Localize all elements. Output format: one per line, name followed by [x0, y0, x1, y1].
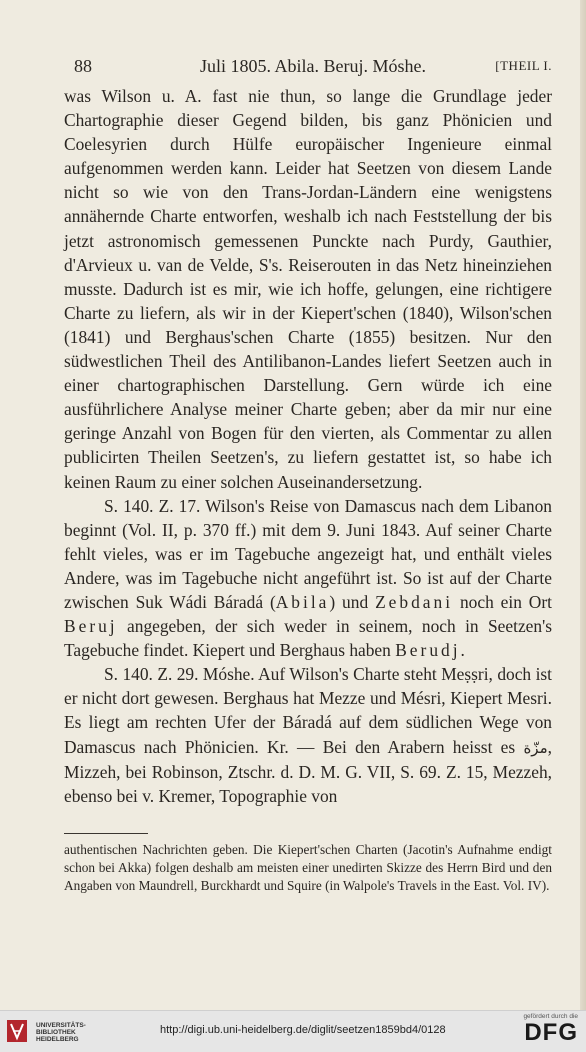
paragraph-2-text-d: angegeben, der sich weder in seinem, noch in Seetzen's Tagebuche findet. Kiepert und Berghaus haben — [64, 616, 552, 661]
library-name-line-2: BIBLIOTHEK — [36, 1029, 76, 1036]
footnote-rule — [64, 833, 148, 834]
paragraph-3-text-a: S. 140. Z. 29. Móshe. Auf Wilson's Charte steht Meṣṣri, doch ist er nicht dort gewesen. Berghaus hat Mezze und Mésri, Kiepert Mesri. Es liegt am rechten Ufer der Báradá auf dem südlichen Wege von Damascus nach Phönicien. Kr. — Bei den Arabern heisst es — [64, 664, 552, 757]
body-text — [64, 84, 552, 808]
paragraph-2-text-c: noch ein Ort — [459, 591, 552, 612]
permalink-url[interactable]: http://digi.ub.uni-heidelberg.de/diglit/seetzen1859bd4/0128 — [160, 1024, 446, 1036]
library-logo[interactable] — [6, 1017, 136, 1047]
paragraph-2-text-e: . — [460, 640, 465, 661]
spaced-name-beruj: Beruj — [64, 616, 118, 637]
running-title: Juli 1805. Abila. Beruj. Móshe. — [200, 56, 426, 76]
spaced-name-berudj: Berudj — [395, 640, 461, 661]
dfg-logo: DFG — [524, 1019, 578, 1046]
footnote — [64, 841, 552, 896]
paragraph-3 — [64, 662, 552, 808]
dfg-sponsor[interactable] — [514, 1013, 578, 1049]
library-name-line-3: HEIDELBERG — [36, 1036, 79, 1043]
library-name-line-1: UNIVERSITÄTS- — [36, 1022, 86, 1029]
page-number: 88 — [74, 56, 92, 76]
sponsor-note: gefördert durch die — [523, 1013, 578, 1020]
viewer-footer — [0, 1010, 586, 1052]
part-label: [THEIL I. — [495, 58, 552, 73]
library-emblem-icon — [6, 1019, 28, 1043]
running-header — [74, 56, 552, 80]
page-edge — [580, 0, 586, 1010]
paragraph-2-text-b: ) und — [329, 591, 369, 612]
paragraph-2 — [64, 494, 552, 663]
arabic-word: مزّة — [523, 738, 548, 757]
spaced-name-abila: Abila — [275, 591, 330, 612]
spaced-name-zebdani: Zebdani — [375, 591, 454, 612]
paragraph-1: was Wilson u. A. fast nie thun, so lange die Grundlage jeder Chartographie dieser Gegend bilden, bis ganz Phönicien und Coelesyrien durch Hülfe europäischer Ingenieure einmal aufgenommen werden kann. Leider hat Seetzen von diesem Lande nicht so wie von den Trans-Jordan-Ländern eine wenigstens annähernde Charte entworfen, weshalb ich nach Feststellung der bis jetzt astronomisch gemessenen Punckte nach Purdy, Gauthier, d'Arvieux u. van de Velde, S's. Reiserouten in das Netz hineinziehen musste. Dadurch ist es mir, wie ich hoffe, gelungen, eine richtigere Charte zu liefern, als wir in der Kiepert'schen (1840), Wilson'schen (1841) und Berghaus'schen Charte (1855) besitzen. Nur den südwestlichen Theil des Antilibanon-Landes liefert Seetzen auch in einer chartographischen Darstellung. Gern würde ich eine ausführlichere Analyse meiner Charte geben; aber da mir nur eine geringe Anzahl von Bogen für den vierten, als Commentar zu allen publicirten Theilen Seetzen's, zu liefern gestattet ist, so habe ich keinen Raum zu einer solchen Auseinandersetzung. — [64, 86, 552, 492]
paragraph-3-text-b: , Mizzeh, bei Robinson, Ztschr. d. D. M. G. VII, S. 69. Z. 15, Mezzeh, ebenso bei v. Kremer, Topographie von — [64, 736, 552, 806]
library-name — [36, 1022, 86, 1043]
paragraph-2-text-a: S. 140. Z. 17. Wilson's Reise von Damascus nach dem Libanon beginnt (Vol. II, p. 370 ff.) mit dem 9. Juni 1843. Auf seiner Charte fehlt vieles, was er im Tagebuche angezeigt hat, und enthält vieles Andere, was im Tagebuche nicht angeführt ist. So ist auf der Charte zwischen Suk Wádi Báradá ( — [64, 495, 552, 612]
footnote-text: authentischen Nachrichten geben. Die Kiepert'schen Charten (Jacotin's Aufnahme endigt schon bei Akka) folgen deshalb am meisten einer unedirten Skizze des Herrn Bird und den Angaben von Maundrell, Burckhardt und Squire (in Walpole's Travels in the East. Vol. IV). — [64, 842, 552, 894]
